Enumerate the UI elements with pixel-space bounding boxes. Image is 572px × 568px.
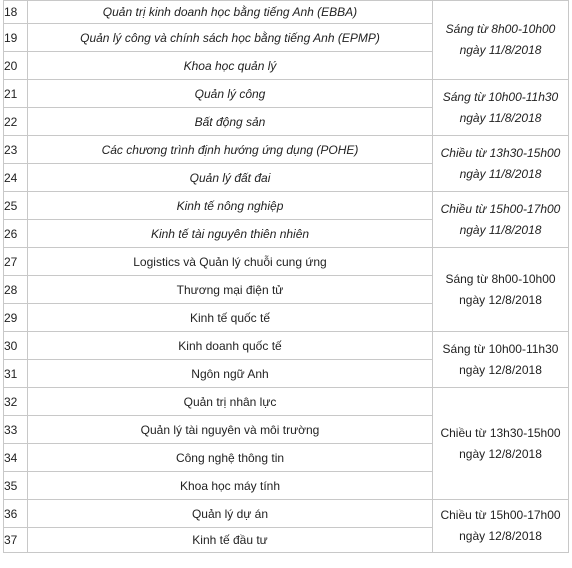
row-number: 25 — [4, 192, 28, 220]
row-number: 37 — [4, 528, 28, 553]
program-name: Quản lý tài nguyên và môi trường — [28, 416, 433, 444]
table-row — [4, 500, 569, 528]
session-cell — [433, 192, 569, 248]
session-date: ngày 11/8/2018 — [459, 166, 542, 181]
session-date: ngày 12/8/2018 — [459, 362, 542, 377]
program-name: Kinh tế tài nguyên thiên nhiên — [28, 220, 433, 248]
session-cell — [433, 500, 569, 553]
table-row — [4, 192, 569, 220]
row-number: 19 — [4, 24, 28, 52]
session-cell — [433, 80, 569, 136]
session-time: Sáng từ 10h00-11h30 — [442, 341, 559, 356]
program-name: Logistics và Quản lý chuỗi cung ứng — [28, 248, 433, 276]
table-row — [4, 80, 569, 108]
row-number: 34 — [4, 444, 28, 472]
row-number: 30 — [4, 332, 28, 360]
row-number: 21 — [4, 80, 28, 108]
session-cell — [433, 332, 569, 388]
session-time: Sáng từ 10h00-11h30 — [442, 89, 559, 104]
program-name: Công nghệ thông tin — [28, 444, 433, 472]
row-number: 22 — [4, 108, 28, 136]
session-time: Chiều từ 13h30-15h00 — [440, 425, 561, 440]
session-cell — [433, 1, 569, 80]
program-name: Kinh tế quốc tế — [28, 304, 433, 332]
table-row — [4, 136, 569, 164]
program-name: Ngôn ngữ Anh — [28, 360, 433, 388]
program-name: Quản lý đất đai — [28, 164, 433, 192]
program-name: Các chương trình định hướng ứng dụng (POHE) — [28, 136, 433, 164]
row-number: 24 — [4, 164, 28, 192]
session-time: Chiều từ 15h00-17h00 — [440, 201, 561, 216]
session-time: Sáng từ 8h00-10h00 — [445, 271, 556, 286]
program-name: Khoa học quản lý — [28, 52, 433, 80]
row-number: 26 — [4, 220, 28, 248]
row-number: 36 — [4, 500, 28, 528]
row-number: 31 — [4, 360, 28, 388]
program-name: Thương mại điện tử — [28, 276, 433, 304]
session-time: Sáng từ 8h00-10h00 — [445, 22, 556, 36]
session-date: ngày 12/8/2018 — [459, 529, 542, 543]
program-name: Quản lý công — [28, 80, 433, 108]
table-row — [4, 1, 569, 24]
session-time: Chiều từ 13h30-15h00 — [440, 145, 561, 160]
program-name: Khoa học máy tính — [28, 472, 433, 500]
row-number: 33 — [4, 416, 28, 444]
table-row — [4, 388, 569, 416]
row-number: 35 — [4, 472, 28, 500]
session-cell — [433, 248, 569, 332]
row-number: 28 — [4, 276, 28, 304]
program-name: Bất động sản — [28, 108, 433, 136]
program-name: Kinh doanh quốc tế — [28, 332, 433, 360]
session-date: ngày 11/8/2018 — [459, 110, 542, 125]
session-time: Chiều từ 15h00-17h00 — [440, 508, 561, 522]
program-name: Kinh tế nông nghiệp — [28, 192, 433, 220]
session-date: ngày 11/8/2018 — [459, 222, 542, 237]
session-cell — [433, 388, 569, 500]
row-number: 23 — [4, 136, 28, 164]
session-date: ngày 11/8/2018 — [459, 43, 542, 57]
table-row — [4, 248, 569, 276]
program-name: Quản lý dự án — [28, 500, 433, 528]
row-number: 32 — [4, 388, 28, 416]
row-number: 29 — [4, 304, 28, 332]
table-row — [4, 332, 569, 360]
row-number: 27 — [4, 248, 28, 276]
program-name: Quản trị kinh doanh học bằng tiếng Anh (EBBA) — [28, 1, 433, 24]
program-name: Quản lý công và chính sách học bằng tiếng Anh (EPMP) — [28, 24, 433, 52]
session-date: ngày 12/8/2018 — [459, 292, 542, 307]
session-cell — [433, 136, 569, 192]
program-name: Quản trị nhân lực — [28, 388, 433, 416]
row-number: 18 — [4, 1, 28, 24]
session-date: ngày 12/8/2018 — [459, 446, 542, 461]
row-number: 20 — [4, 52, 28, 80]
program-name: Kinh tế đầu tư — [28, 528, 433, 553]
exam-schedule-table — [3, 0, 569, 553]
